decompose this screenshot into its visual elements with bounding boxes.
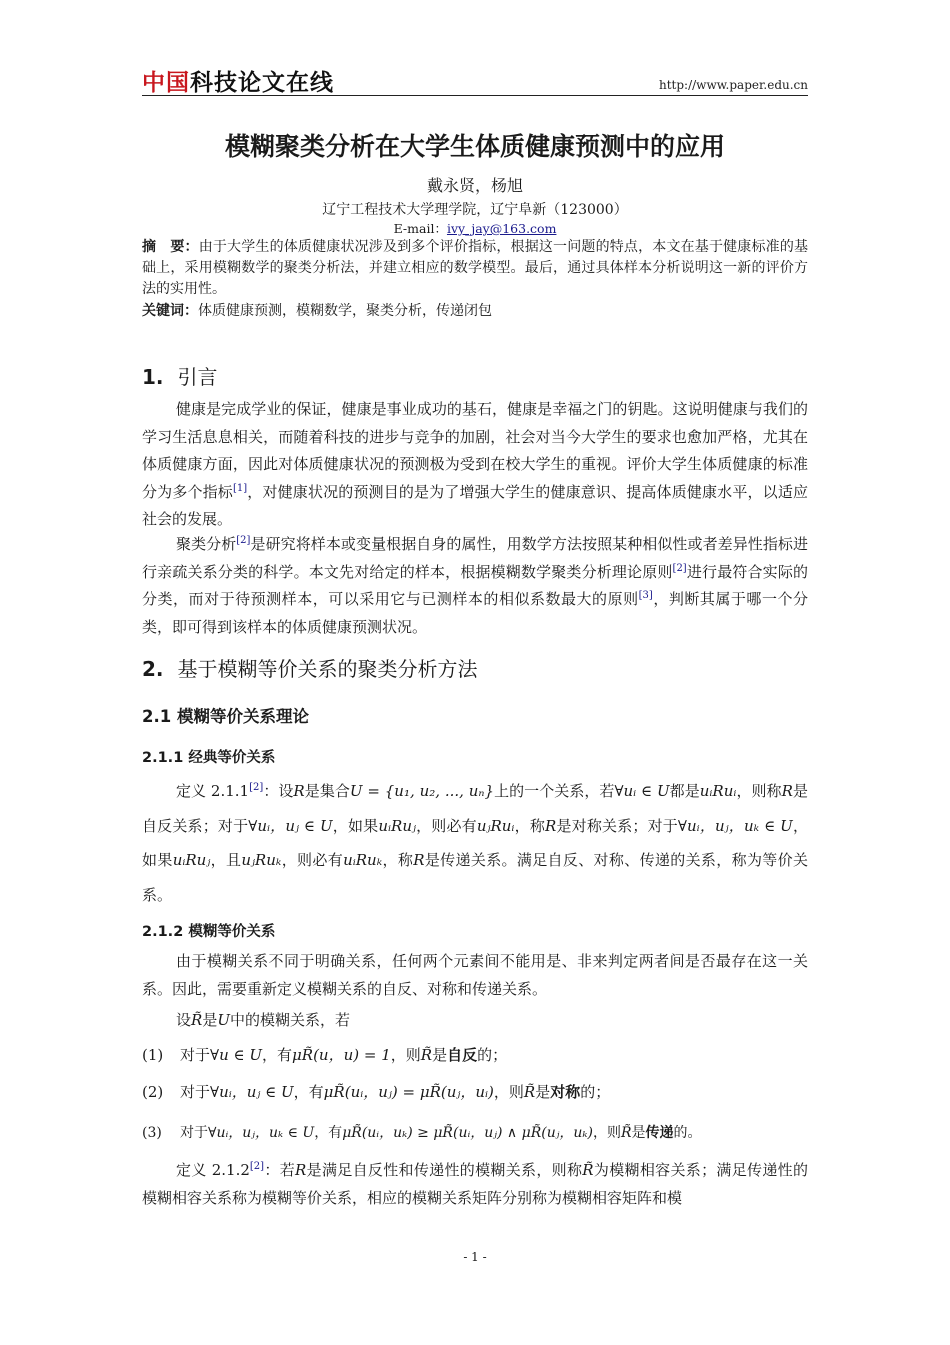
citation-1[interactable]: [1] <box>232 482 248 494</box>
section-2-heading: 2. 基于模糊等价关系的聚类分析方法 <box>142 657 478 681</box>
keywords: 关键词：体质健康预测，模糊数学，聚类分析，传递闭包 <box>142 303 492 319</box>
header-divider <box>142 95 808 96</box>
definition-2-1-1: 定义 2.1.1[2]：设R是集合U = {u₁, u₂, ..., uₙ}上的一个关系，若∀uᵢ ∈ U都是uᵢRuᵢ，则称R是自反关系；对于∀uᵢ，uⱼ ∈ U，如果uᵢRuⱼ，则必有uⱼRuᵢ，称R是对称关系；对于∀uᵢ，uⱼ，uₖ ∈ U，如果uᵢRuⱼ，且uⱼRuₖ，则必有uᵢRuₖ，称R是传递关系。满足自反、对称、传递的关系，称为等价关系。 <box>142 782 808 904</box>
condition-symmetric: (2) 对于∀uᵢ，uⱼ ∈ U，有μR̃(uᵢ，uⱼ) = μR̃(uⱼ，uᵢ)，则R̃是对称的； <box>142 1083 611 1101</box>
page-number: - 1 - <box>463 1250 487 1264</box>
citation-def2[interactable]: [2] <box>249 1161 265 1172</box>
citation-2[interactable]: [2] <box>236 535 251 546</box>
paper-title: 模糊聚类分析在大学生体质健康预测中的应用 <box>224 132 725 161</box>
fuzzy-relation-intro: 设R̃是U中的模糊关系，若 <box>176 1011 350 1029</box>
authors: 戴永贤，杨旭 <box>426 176 523 195</box>
email-link[interactable]: ivy_jay@163.com <box>446 221 557 236</box>
citation-2b[interactable]: [2] <box>672 562 687 574</box>
subsection-2-1-2-heading: 2.1.2 模糊等价关系 <box>142 924 276 940</box>
fuzzy-relation-paragraph: 由于模糊关系不同于明确关系，任何两个元素间不能用是、非来判定两者间是否最存在这一关系。因此，需要重新定义模糊关系的自反、对称和传递关系。 <box>142 952 808 998</box>
subsection-2-1-heading: 2.1 模糊等价关系理论 <box>142 707 309 726</box>
citation-3[interactable]: [3] <box>638 590 653 601</box>
intro-paragraph-2: 聚类分析[2]是研究将样本或变量根据自身的属性，用数学方法按照某种相似性或者差异性指标进行亲疏关系分类的科学。本文先对给定的样本，根据模糊数学聚类分析理论原则[2]进行最符合实际的分类，而对于待预测样本，可以采用它与已测样本的相似系数最大的原则[3]，判断其属于哪一个分类，即可得到该样本的体质健康预测状况。 <box>142 535 808 636</box>
condition-reflexive: (1) 对于∀u ∈ U，有μR̃(u，u) = 1，则R̃是自反的； <box>142 1046 508 1064</box>
definition-2-1-2: 定义 2.1.2[2]：若R是满足自反性和传递性的模糊关系，则称R̃为模糊相容关系；满足传递性的模糊相容关系称为模糊等价关系，相应的模糊关系矩阵分别称为模糊相容矩阵和模 <box>142 1161 808 1207</box>
abstract: 摘 要：由于大学生的体质健康状况涉及到多个评价指标，根据这一问题的特点，本文在基于健康标准的基础上，采用模糊数学的聚类分析法，并建立相应的数学模型。最后，通过具体样本分析说明这一新的评价方法的实用性。 <box>142 239 809 297</box>
subsection-2-1-1-heading: 2.1.1 经典等价关系 <box>142 750 276 766</box>
affiliation: 辽宁工程技术大学理学院，辽宁阜新（123000） <box>322 202 628 218</box>
condition-transitive: (3) 对于∀uᵢ，uⱼ，uₖ ∈ U，有μR̃(uᵢ，uₖ) ≥ μR̃(uᵢ，uⱼ) ∧ μR̃(uⱼ，uₖ)，则R̃是传递的。 <box>142 1125 702 1141</box>
site-logo: 中国科技论文在线 <box>142 70 334 96</box>
section-1-heading: 1. 引言 <box>142 365 218 389</box>
email-line: E-mail：ivy_jay@163.com <box>393 221 557 236</box>
intro-paragraph-1: 健康是完成学业的保证，健康是事业成功的基石，健康是幸福之门的钥匙。这说明健康与我们的学习生活息息相关，而随着科技的进步与竞争的加剧，社会对当今大学生的要求也愈加严格，尤其在体质健康方面，因此对体质健康状况的预测极为受到在校大学生的重视。评价大学生体质健康的标准分为多个指标[1]，对健康状况的预测目的是为了增强大学生的健康意识、提高体质健康水平，以适应社会的发展。 <box>142 400 808 528</box>
citation-def1[interactable]: [2] <box>249 782 264 793</box>
site-url[interactable]: http://www.paper.edu.cn <box>658 78 808 92</box>
